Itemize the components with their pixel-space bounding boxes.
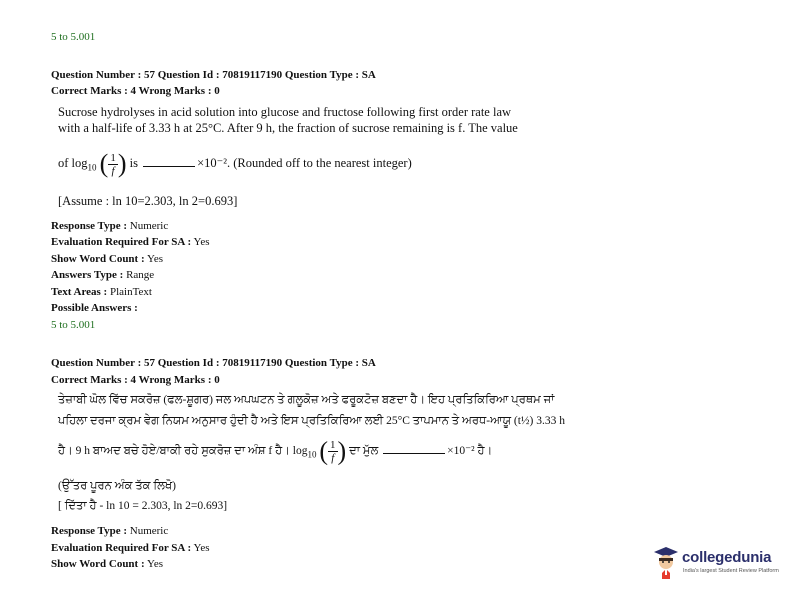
q2-log-sub: 10 — [307, 449, 317, 460]
q2-log-prefix: ਹੈ। 9 h ਬਾਅਦ ਬਚੇ ਹੋਏ/ਬਾਕੀ ਰਹੇ ਸੁਕਰੋਜ਼ ਦਾ ਅੰਸ਼ f ਹੈ। log — [58, 445, 308, 457]
meta-answers-type: Answers Type : Range — [51, 269, 155, 281]
meta2-evaluation: Evaluation Required For SA : Yes — [51, 542, 210, 554]
q1-text-line1: Sucrose hydrolyses in acid solution into glucose and fructose following first order rate law — [58, 105, 512, 119]
meta-text-areas: Text Areas : PlainText — [51, 286, 152, 298]
q2-line3-mid: ਦਾ ਮੁੱਲ — [349, 445, 379, 457]
meta-word-count: Show Word Count : Yes — [51, 253, 163, 265]
fraction-denominator: f — [111, 164, 115, 177]
meta2-response-type: Response Type : Numeric — [51, 525, 169, 537]
collegedunia-logo — [652, 545, 778, 585]
meta-possible-answers-label: Possible Answers : — [51, 302, 138, 314]
answer-blank — [143, 157, 195, 167]
right-paren: ) — [337, 436, 347, 466]
q2-line3-suffix: ×10⁻² ਹੈ। — [447, 445, 493, 457]
fraction-numerator: 1 — [330, 438, 336, 451]
q2-given: [ ਦਿੱਤਾ ਹੈ - ln 10 = 2.303, ln 2=0.693] — [58, 500, 228, 512]
q2-text-line2: ਪਹਿਲਾ ਦਰਜਾ ਕ੍ਰਮ ਵੇਗ ਨਿਯਮ ਅਨੁਸਾਰ ਹੁੰਦੀ ਹੈ ਅਤੇ ਇਸ ਪ੍ਰਤਿਕਿਰਿਆ ਲਈ 25°C ਤਾਪਮਾਨ ਤੇ ਅਰਧ-ਆਯੂ (t½) 3.33 h — [58, 415, 566, 427]
q1-marks: Correct Marks : 4 Wrong Marks : 0 — [51, 85, 220, 97]
q2-text-line1: ਤੇਜ਼ਾਬੀ ਘੋਲ ਵਿੱਚ ਸਕਰੋਜ਼ (ਫਲ-ਸ਼ੂਗਰ) ਜਲ ਅਪਘਟਨ ਤੇ ਗਲੂਕੋਜ਼ ਅਤੇ ਫਰੂਕਟੋਜ਼ ਬਣਦਾ ਹੈ। ਇਹ ਪ੍ਰਤਿਕਿਰਿਆ ਪ੍ਰਥਮ ਜਾਂ — [58, 394, 555, 406]
q2-rounded: (ਉੱਤਰ ਪੂਰਨ ਅੰਕ ਤੱਕ ਲਿਖੋ) — [58, 480, 177, 492]
q2-text-line3 — [58, 436, 492, 469]
left-paren: ( — [99, 149, 109, 179]
meta-response-type: Response Type : Numeric — [51, 220, 169, 232]
meta-possible-answers-value: 5 to 5.001 — [51, 319, 96, 331]
q1-is: is — [129, 156, 138, 170]
graduate-mascot-icon — [652, 545, 680, 581]
header-range: 5 to 5.001 — [51, 31, 96, 43]
q1-header: Question Number : 57 Question Id : 70819117190 Question Type : SA — [51, 69, 376, 81]
q1-line3-suffix: ×10⁻². (Rounded off to the nearest integer) — [197, 156, 412, 170]
q2-header: Question Number : 57 Question Id : 70819117190 Question Type : SA — [51, 357, 376, 369]
answer-blank — [383, 444, 445, 454]
left-paren: ( — [319, 436, 329, 466]
fraction-denominator: f — [331, 451, 335, 464]
fraction-numerator: 1 — [110, 151, 116, 164]
fraction — [328, 439, 338, 464]
q1-text-line3 — [58, 148, 412, 183]
meta-evaluation: Evaluation Required For SA : Yes — [51, 236, 210, 248]
meta2-word-count: Show Word Count : Yes — [51, 558, 163, 570]
q2-marks: Correct Marks : 4 Wrong Marks : 0 — [51, 374, 220, 386]
q1-assume: [Assume : ln 10=2.303, ln 2=0.693] — [58, 194, 238, 208]
logo-tagline: India's largest Student Review Platform — [683, 568, 779, 574]
logo-name: collegedunia — [682, 549, 772, 566]
right-paren: ) — [117, 149, 127, 179]
q1-log-sub: 10 — [87, 162, 97, 173]
q1-text-line2: with a half-life of 3.33 h at 25°C. After 9 h, the fraction of sucrose remaining is f. The value — [58, 121, 518, 135]
q1-log-prefix: of log — [58, 156, 88, 170]
fraction — [108, 152, 118, 177]
